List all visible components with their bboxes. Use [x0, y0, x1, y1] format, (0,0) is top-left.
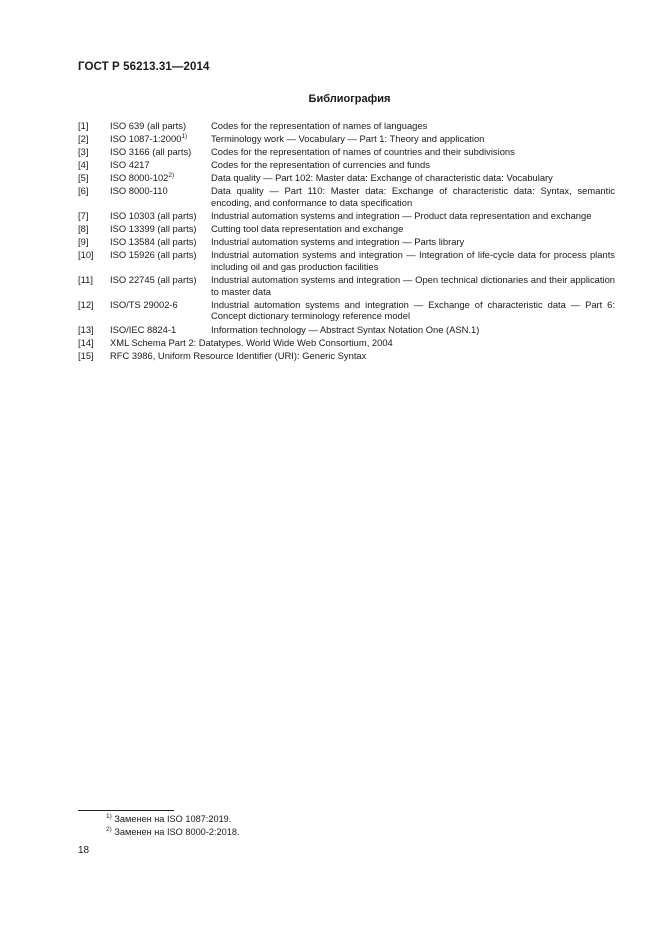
- entry-reference: ISO 13584 (all parts): [110, 236, 197, 248]
- entry-number: [4]: [78, 159, 89, 171]
- entry-full-text: RFC 3986, Uniform Resource Identifier (URI): Generic Syntax: [110, 349, 367, 361]
- entry-description: Data quality — Part 110: Master data: Exchange of characteristic data: Syntax, semantic encoding, and conformance to data specification: [211, 185, 615, 209]
- entry-reference: ISO 22745 (all parts): [110, 274, 197, 286]
- bibliography-entry: [78, 133, 615, 145]
- entry-description: Codes for the representation of names of countries and their subdivisions: [211, 146, 515, 158]
- entry-number: [5]: [78, 172, 89, 184]
- entry-reference: ISO 15926 (all parts): [110, 249, 197, 261]
- footnote: [106, 826, 240, 839]
- entry-description: Industrial automation systems and integration — Integration of life-cycle data for process plants including oil and gas production facilities: [211, 249, 615, 273]
- bibliography-entry: [78, 146, 615, 158]
- entry-reference: ISO/TS 29002-6: [110, 298, 178, 310]
- entry-reference: ISO 10303 (all parts): [110, 210, 197, 222]
- bibliography-entry: [78, 210, 615, 222]
- entry-number: [6]: [78, 185, 89, 197]
- footnote-marker: 2): [168, 172, 175, 180]
- entry-reference: ISO 8000-110: [110, 185, 168, 197]
- footnote-mark: 2): [106, 825, 112, 833]
- page-number: 18: [78, 845, 90, 856]
- bibliography-entry: [78, 350, 615, 362]
- entry-description: Information technology — Abstract Syntax Notation One (ASN.1): [211, 323, 480, 335]
- entry-number: [14]: [78, 336, 94, 348]
- bibliography-entry: [78, 324, 615, 336]
- bibliography-entry: [78, 223, 615, 235]
- entry-number: [8]: [78, 223, 89, 235]
- entry-number: [12]: [78, 298, 94, 310]
- entry-number: [13]: [78, 323, 94, 335]
- bibliography-entry: [78, 249, 615, 272]
- entry-reference: ISO 639 (all parts): [110, 120, 187, 131]
- footnotes: [106, 813, 240, 839]
- entry-number: [2]: [78, 133, 89, 145]
- bibliography-entry: [78, 274, 615, 297]
- footnote: [106, 813, 240, 826]
- bibliography-entry: [78, 172, 615, 184]
- entry-number: [1]: [78, 120, 89, 131]
- footnote-text: Заменен на ISO 8000-2:2018.: [114, 827, 240, 837]
- entry-reference: ISO 1087-1:2000$^{1)}$: [110, 132, 188, 145]
- entry-description: Codes for the representation of currencies and funds: [211, 159, 430, 171]
- bibliography-entry: [78, 185, 615, 208]
- entry-reference: ISO 3166 (all parts): [110, 146, 192, 158]
- bibliography-entry: [78, 236, 615, 248]
- footnote-text: Заменен на ISO 1087:2019.: [114, 814, 232, 824]
- entry-description: Terminology work — Vocabulary — Part 1: Theory and application: [211, 133, 485, 145]
- entry-number: [11]: [78, 274, 93, 286]
- entry-number: [9]: [78, 236, 89, 248]
- bibliography-title: Библиография: [308, 93, 391, 105]
- entry-reference: ISO/IEC 8824-1: [110, 323, 177, 335]
- entry-description: Industrial automation systems and integration — Product data representation and exchange: [211, 210, 592, 222]
- bibliography-entry: [78, 159, 615, 171]
- entry-number: [7]: [78, 210, 89, 222]
- footnote-divider: [78, 810, 174, 811]
- entry-number: [15]: [78, 349, 94, 361]
- document-standard-header: ГОСТ Р 56213.31—2014: [78, 61, 210, 73]
- bibliography-entry: [78, 120, 615, 132]
- entry-reference: ISO 4217: [110, 159, 150, 171]
- entry-number: [10]: [78, 249, 94, 261]
- footnote-marker: 1): [181, 132, 188, 140]
- entry-number: [3]: [78, 146, 89, 158]
- entry-reference: ISO 13399 (all parts): [110, 223, 197, 235]
- entry-description: Industrial automation systems and integration — Parts library: [211, 236, 465, 248]
- entry-description: Cutting tool data representation and exchange: [211, 223, 404, 235]
- entry-description: Data quality — Part 102: Master data: Exchange of characteristic data: Vocabulary: [211, 172, 553, 184]
- bibliography-entry: [78, 299, 615, 322]
- entry-full-text: XML Schema Part 2: Datatypes. World Wide Web Consortium, 2004: [110, 336, 393, 348]
- footnote-mark: 1): [106, 812, 112, 820]
- entry-description: Industrial automation systems and integration — Open technical dictionaries and their application to master data: [211, 274, 615, 297]
- bibliography-list: [78, 120, 615, 363]
- entry-reference: ISO 8000-102$^{2)}$: [110, 172, 175, 184]
- entry-description: Industrial automation systems and integration — Exchange of characteristic data — Part 6: Concept dictionary terminology reference model: [211, 298, 615, 322]
- entry-description: Codes for the representation of names of languages: [211, 120, 428, 131]
- bibliography-entry: [78, 337, 615, 349]
